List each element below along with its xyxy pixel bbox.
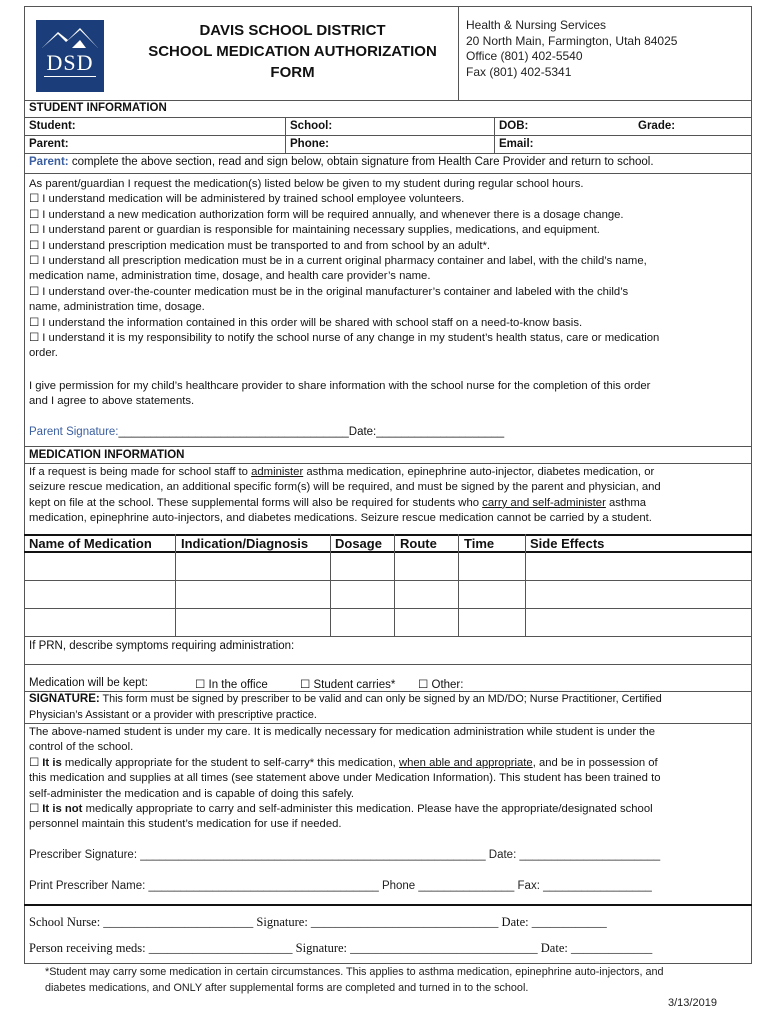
signature-heading: SIGNATURE: xyxy=(29,693,100,705)
phone-label: Phone: xyxy=(290,138,329,150)
top-border xyxy=(24,6,752,7)
checkbox-item[interactable]: ☐ I understand over-the-counter medication must be in the original manufacturer’s container and labeled with the child’s xyxy=(29,285,629,298)
checkbox-item[interactable]: ☐ I understand medication will be administered by trained school employee volunteers. xyxy=(29,193,465,206)
prn-field[interactable]: If PRN, describe symptoms requiring administration: xyxy=(29,640,295,652)
parent-label: Parent: xyxy=(29,138,69,150)
kept-label: Medication will be kept: xyxy=(29,677,148,689)
parent-date-field[interactable]: ____________________ xyxy=(376,426,505,438)
header-divider xyxy=(458,6,459,100)
checkbox-item[interactable]: ☐ I understand a new medication authorization form will be required annually, and whenever there is a dosage change. xyxy=(29,208,624,221)
prescriber-signature-field[interactable]: Prescriber Signature: ______________________________________________________ Date: ______________________ xyxy=(29,849,661,861)
receiving-meds-field[interactable]: Person receiving meds: _______________________ Signature: ______________________________ Date: _____________ xyxy=(29,941,653,955)
school-label: School: xyxy=(290,120,333,132)
permission-statement: I give permission for my child’s healthcare provider to share information with the school nurse for the completion of this order and I agree to above statements. xyxy=(29,380,651,408)
col-dosage: Dosage xyxy=(335,536,382,551)
school-nurse-field[interactable]: School Nurse: ________________________ Signature: ______________________________ Date: ____________ xyxy=(29,915,607,929)
parent-signature-field[interactable]: ____________________________________ xyxy=(118,426,349,438)
prescriber-statements: The above-named student is under my care. It is medically necessary for medication administration while student is under the control of the school. ☐ It is medically appropriate for the student to self-carry* this medication, when able and appropriate, and be in possession of this medication and supplies at all times (see statement above under Medication Information). This student has been trained to self-administer the medication and is capable of doing this safely. ☐ It is not medically appropriate to carry and self-administer this medication. Please have the appropriate/designated school personnel maintain this student’s medication for use if needed. xyxy=(29,726,661,831)
not-self-carry-checkbox[interactable]: ☐ xyxy=(29,803,43,816)
self-carry-checkbox[interactable]: ☐ xyxy=(29,756,43,769)
medication-info-text: If a request is being made for school staff to administer asthma medication, epinephrine auto-injector, diabetes medication, or seizure rescue medication, an additional specific form(s) will be required, and must be signed by the parent and physician, and kept on file at the school. These supplemental forms will also be required for students who carry and self-administer asthma medication, epinephrine auto-injectors, and diabetes medications. Seizure rescue medication cannot be carried by a student. xyxy=(29,466,661,525)
col-name-of-medication: Name of Medication xyxy=(29,536,152,551)
mountain-icon xyxy=(36,22,104,52)
medication-name-cell[interactable] xyxy=(26,610,174,635)
col-indication: Indication/Diagnosis xyxy=(181,536,309,551)
form-title: DAVIS SCHOOL DISTRICT SCHOOL MEDICATION AUTHORIZATION FORM xyxy=(148,22,437,81)
medication-name-cell[interactable] xyxy=(26,582,174,607)
medication-name-cell[interactable] xyxy=(26,553,174,579)
parent-signature-row: Parent Signature:____________________________________Date:____________________ xyxy=(29,426,505,438)
checkbox-item[interactable]: ☐ I understand all prescription medication must be in a current original pharmacy container and label, with the child’s name, xyxy=(29,255,647,268)
district-logo xyxy=(36,20,104,92)
checkbox-item[interactable]: ☐ I understand prescription medication must be transported to and from school by an adult*. xyxy=(29,239,490,252)
student-label: Student: xyxy=(29,120,76,132)
medication-info-heading: MEDICATION INFORMATION xyxy=(29,449,185,461)
col-side-effects: Side Effects xyxy=(530,536,605,551)
kept-option-other[interactable]: ☐ Other: xyxy=(418,679,464,691)
header-bottom-line xyxy=(24,100,752,101)
signature-note: SIGNATURE: This form must be signed by prescriber to be valid and can only be signed by an MD/DO; Nurse Practitioner, Certified Physician’s Assistant or a provider with prescriptive practice. xyxy=(29,693,662,721)
dob-label: DOB: xyxy=(499,120,529,132)
checkbox-item[interactable]: ☐ I understand parent or guardian is responsible for maintaining necessary supplies, medications, and equipment. xyxy=(29,224,600,237)
form-date: 3/13/2019 xyxy=(668,997,717,1009)
col-route: Route xyxy=(400,536,437,551)
parent-instruction: Parent: complete the above section, read and sign below, obtain signature from Health Care Provider and return to school. xyxy=(29,156,654,168)
footer-note: *Student may carry some medication in certain circumstances. This applies to asthma medication, epinephrine auto-injectors, and diabetes medications, and ONLY after supplemental forms are completed and turned in to the school. xyxy=(45,966,664,994)
checkbox-item[interactable]: ☐ I understand it is my responsibility to notify the school nurse of any change in my student’s health status, care or medication xyxy=(29,332,660,345)
left-border xyxy=(24,6,25,964)
contact-info: Health & Nursing Services 20 North Main, Farmington, Utah 84025 Office (801) 402-5540 Fax (801) 402-5341 xyxy=(466,18,678,79)
checkbox-item[interactable]: ☐ I understand the information contained in this order will be shared with school staff on a need-to-know basis. xyxy=(29,316,583,329)
grade-label: Grade: xyxy=(638,120,676,132)
prescriber-name-field[interactable]: Print Prescriber Name: ____________________________________ Phone _______________ Fax: _________________ xyxy=(29,880,652,892)
kept-option-office[interactable]: ☐ In the office xyxy=(195,679,268,691)
parent-statements: As parent/guardian I request the medication(s) listed below be given to my student during regular school hours. ☐ I understand medication will be administered by trained school employee volunteers. ☐ I understand a new medication authorization form will be required annually, and whenever there is a dosage change. ☐ I understand parent or guardian is responsible for maintaining necessary supplies, medications, and equipment. ☐ I understand prescription medication must be transported to and from school by an adult*. ☐ I understand all prescription medication must be in a current original pharmacy container and label, with the child’s name, medication name, administration time, dosage, and health care provider’s name. ☐ I understand over-the-counter medication must be in the original manufacturer’s container and labeled with the child’s name, administration time, dosage. ☐ I understand the information contained in this order will be shared with school staff on a need-to-know basis. ☐ I understand it is my responsibility to notify the school nurse of any change in my student’s health status, care or medication order. xyxy=(29,177,749,362)
kept-option-student[interactable]: ☐ Student carries* xyxy=(300,679,396,691)
student-info-heading: STUDENT INFORMATION xyxy=(29,102,167,114)
logo-text: DSD xyxy=(46,50,94,75)
col-time: Time xyxy=(464,536,495,551)
right-border xyxy=(751,6,752,964)
email-label: Email: xyxy=(499,138,534,150)
